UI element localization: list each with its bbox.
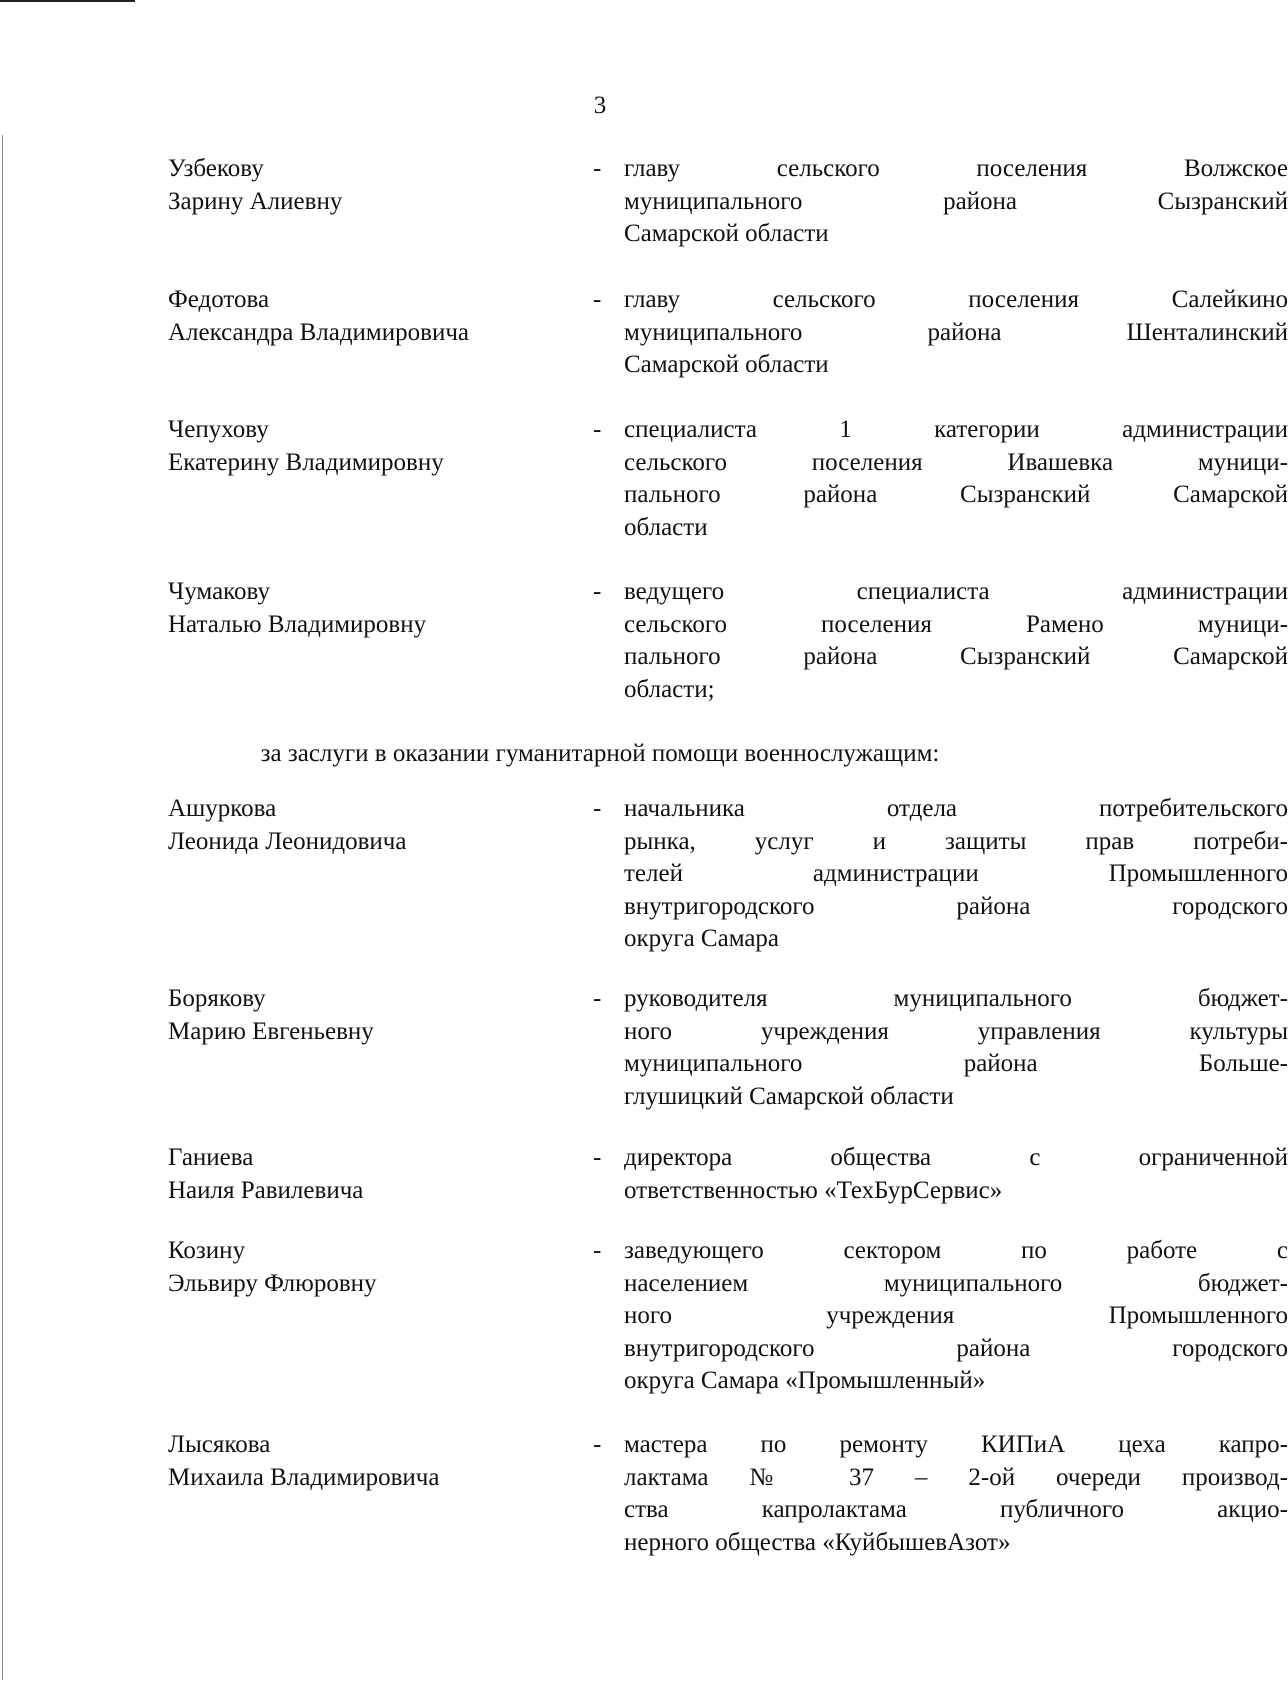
position-description [624,576,1288,706]
description-line: ного учреждения Промышленного [624,1302,1288,1329]
description-line: специалиста 1 категории администрации [624,416,1288,443]
position-description [624,983,1288,1113]
description-line: сельского поселения Рамено муници- [624,610,1288,638]
person-surname: Чумакову [168,578,270,605]
entry-dash: - [593,578,602,605]
entry-dash: - [593,1431,602,1458]
position-description [624,153,1288,251]
description-line: области [624,513,708,541]
position-description [624,1142,1288,1207]
person-surname: Борякову [168,985,266,1012]
person-name [168,1142,568,1207]
description-line: Самарской области [624,220,829,247]
entry-dash: - [593,286,602,313]
person-name [168,153,568,218]
scan-edge-line [2,135,3,1680]
description-line: руководителя муниципального бюджет- [624,985,1288,1012]
description-line: муниципального района Больше- [624,1050,1288,1077]
person-name [168,576,568,641]
person-surname: Ашуркова [168,795,277,822]
description-line: области; [624,675,715,703]
person-given-names: Наиля Равилевича [168,1176,364,1204]
entry-dash: - [593,795,602,822]
entry-dash: - [593,1237,602,1264]
description-line: начальника отдела потребительского [624,795,1288,822]
entry-dash: - [593,985,602,1012]
description-line: ответственностью «ТехБурСервис» [624,1176,1003,1204]
description-line: пального района Сызранский Самарской [624,481,1288,508]
person-given-names: Эльвиру Флюровну [168,1269,377,1297]
position-description [624,284,1288,382]
description-line: главу сельского поселения Волжское [624,155,1288,182]
description-line: сельского поселения Ивашевка муници- [624,448,1288,476]
page-number: 3 [593,92,607,119]
person-name [168,414,568,479]
entry-dash: - [593,416,602,443]
person-name [168,1235,568,1300]
description-line: пального района Сызранский Самарской [624,643,1288,670]
person-given-names: Леонида Леонидовича [168,827,407,855]
person-name [168,983,568,1048]
description-line: телей администрации Промышленного [624,860,1288,887]
person-given-names: Зарину Алиевну [168,187,343,215]
person-surname: Лысякова [168,1431,271,1458]
description-line: внутригородского района городского [624,1334,1288,1362]
description-line: заведующего сектором по работе с [624,1237,1288,1264]
description-line: нерного общества «КуйбышевАзот» [624,1528,1011,1556]
entry-dash: - [593,1144,602,1171]
description-line: внутригородского района городского [624,892,1288,920]
person-surname: Федотова [168,286,270,313]
person-surname: Козину [168,1237,246,1264]
person-given-names: Екатерину Владимировну [168,448,444,476]
scan-edge-mark [0,0,135,2]
description-line: ства капролактама публичного акцио- [624,1496,1288,1523]
person-given-names: Александра Владимировича [168,318,469,346]
description-line: рынка, услуг и защиты прав потреби- [624,827,1288,855]
person-surname: Ганиева [168,1144,254,1171]
person-surname: Узбекову [168,155,264,182]
person-surname: Чепухову [168,416,269,443]
description-line: мастера по ремонту КИПиА цеха капро- [624,1431,1288,1458]
person-name [168,284,568,349]
description-line: лактама № 37 – 2-ой очереди производ- [624,1463,1288,1491]
person-name [168,1429,568,1494]
description-line: округа Самара «Промышленный» [624,1367,986,1394]
position-description [624,793,1288,956]
description-line: Самарской области [624,351,829,378]
position-description [624,1235,1288,1398]
description-line: населением муниципального бюджет- [624,1269,1288,1297]
person-given-names: Марию Евгеньевну [168,1017,374,1045]
person-given-names: Наталью Владимировну [168,610,427,638]
description-line: ведущего специалиста администрации [624,578,1288,605]
description-line: ного учреждения управления культуры [624,1017,1288,1045]
description-line: главу сельского поселения Салейкино [624,286,1288,313]
description-line: округа Самара [624,925,780,952]
entry-dash: - [593,155,602,182]
description-line: муниципального района Шенталинский [624,318,1288,346]
position-description [624,414,1288,544]
description-line: муниципального района Сызранский [624,187,1288,215]
description-line: глушицкий Самарской области [624,1082,954,1110]
person-given-names: Михаила Владимировича [168,1463,440,1491]
section-heading: за заслуги в оказании гуманитарной помощи военнослужащим: [260,740,940,767]
position-description [624,1429,1288,1559]
description-line: директора общества с ограниченной [624,1144,1288,1171]
person-name [168,793,568,858]
